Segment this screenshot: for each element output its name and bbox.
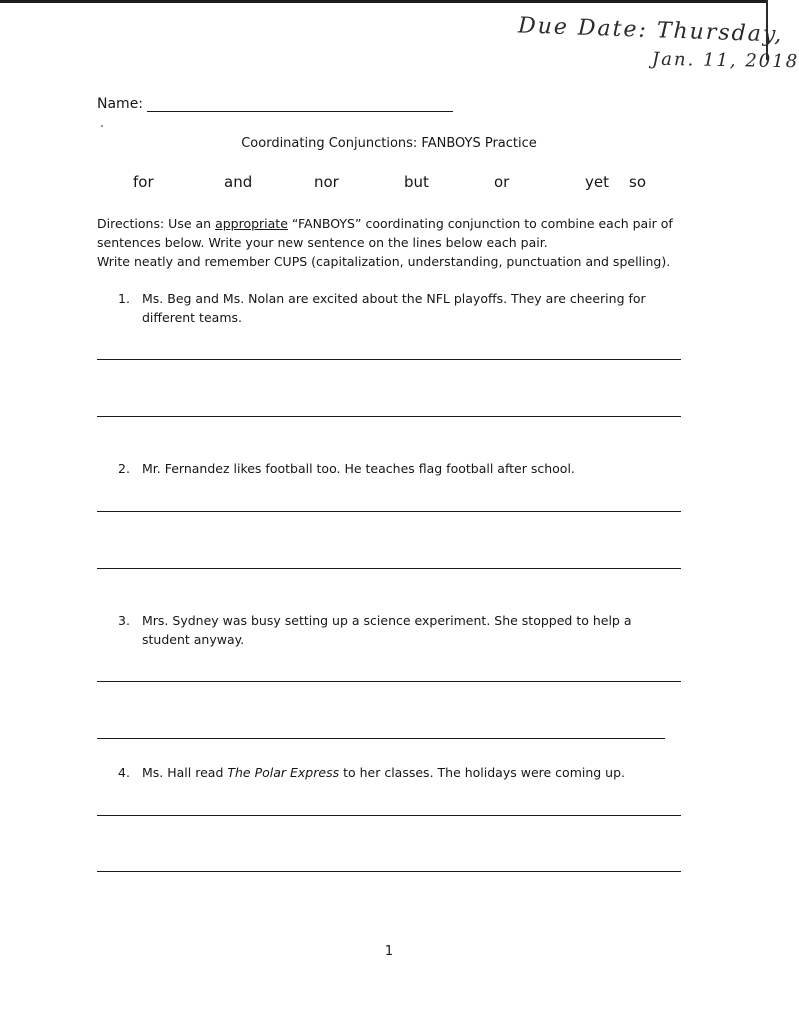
answer-line[interactable] xyxy=(97,511,681,512)
question-text xyxy=(142,763,678,782)
handwritten-due-date-line2: Jan. 11, 2018 xyxy=(651,48,799,73)
fanboys-nor: nor xyxy=(314,173,339,191)
question-1 xyxy=(118,289,678,327)
answer-line[interactable] xyxy=(97,738,665,739)
scan-speck xyxy=(101,125,103,127)
question-number: 4. xyxy=(118,765,130,780)
name-blank-line[interactable] xyxy=(147,95,453,112)
name-row xyxy=(97,95,453,112)
book-title: The Polar Express xyxy=(227,765,340,780)
answer-line[interactable] xyxy=(97,568,681,569)
answer-line[interactable] xyxy=(97,416,681,417)
directions-line1 xyxy=(97,214,697,233)
question-text: Mr. Fernandez likes football too. He teaches flag football after school. xyxy=(142,461,575,476)
worksheet-title: Coordinating Conjunctions: FANBOYS Practice xyxy=(241,136,537,151)
name-label: Name: xyxy=(97,96,144,112)
question-number: 2. xyxy=(118,461,130,476)
directions xyxy=(97,214,697,271)
directions-line2: sentences below. Write your new sentence on the lines below each pair. xyxy=(97,235,548,250)
page-number: 1 xyxy=(384,944,394,959)
directions-line3: Write neatly and remember CUPS (capitalization, understanding, punctuation and spelling). xyxy=(97,254,671,269)
fanboys-but: but xyxy=(404,173,429,191)
fanboys-so: so xyxy=(629,173,646,191)
answer-line[interactable] xyxy=(97,871,681,872)
question-number: 3. xyxy=(118,613,130,628)
scan-top-edge xyxy=(0,0,768,3)
directions-text: Directions: Use an xyxy=(97,216,216,231)
question-number: 1. xyxy=(118,291,130,306)
answer-line[interactable] xyxy=(97,359,681,360)
fanboys-and: and xyxy=(224,173,253,191)
question-4 xyxy=(118,763,678,782)
directions-text: “FANBOYS” coordinating conjunction to combine each pair of xyxy=(287,216,673,231)
question-text-part: Ms. Hall read xyxy=(142,765,228,780)
question-text: Mrs. Sydney was busy setting up a science experiment. She stopped to help a student anyway. xyxy=(142,613,632,647)
fanboys-for: for xyxy=(133,173,154,191)
fanboys-or: or xyxy=(494,173,510,191)
question-2 xyxy=(118,459,678,478)
question-3 xyxy=(118,611,678,649)
question-text: Ms. Beg and Ms. Nolan are excited about the NFL playoffs. They are cheering for different teams. xyxy=(142,291,646,325)
answer-line[interactable] xyxy=(97,815,681,816)
fanboys-yet: yet xyxy=(585,173,609,191)
directions-underlined-word: appropriate xyxy=(215,216,288,231)
question-text-part: to her classes. The holidays were coming up. xyxy=(339,765,625,780)
handwritten-due-date-line1: Due Date: Thursday, xyxy=(517,13,784,48)
answer-line[interactable] xyxy=(97,681,681,682)
